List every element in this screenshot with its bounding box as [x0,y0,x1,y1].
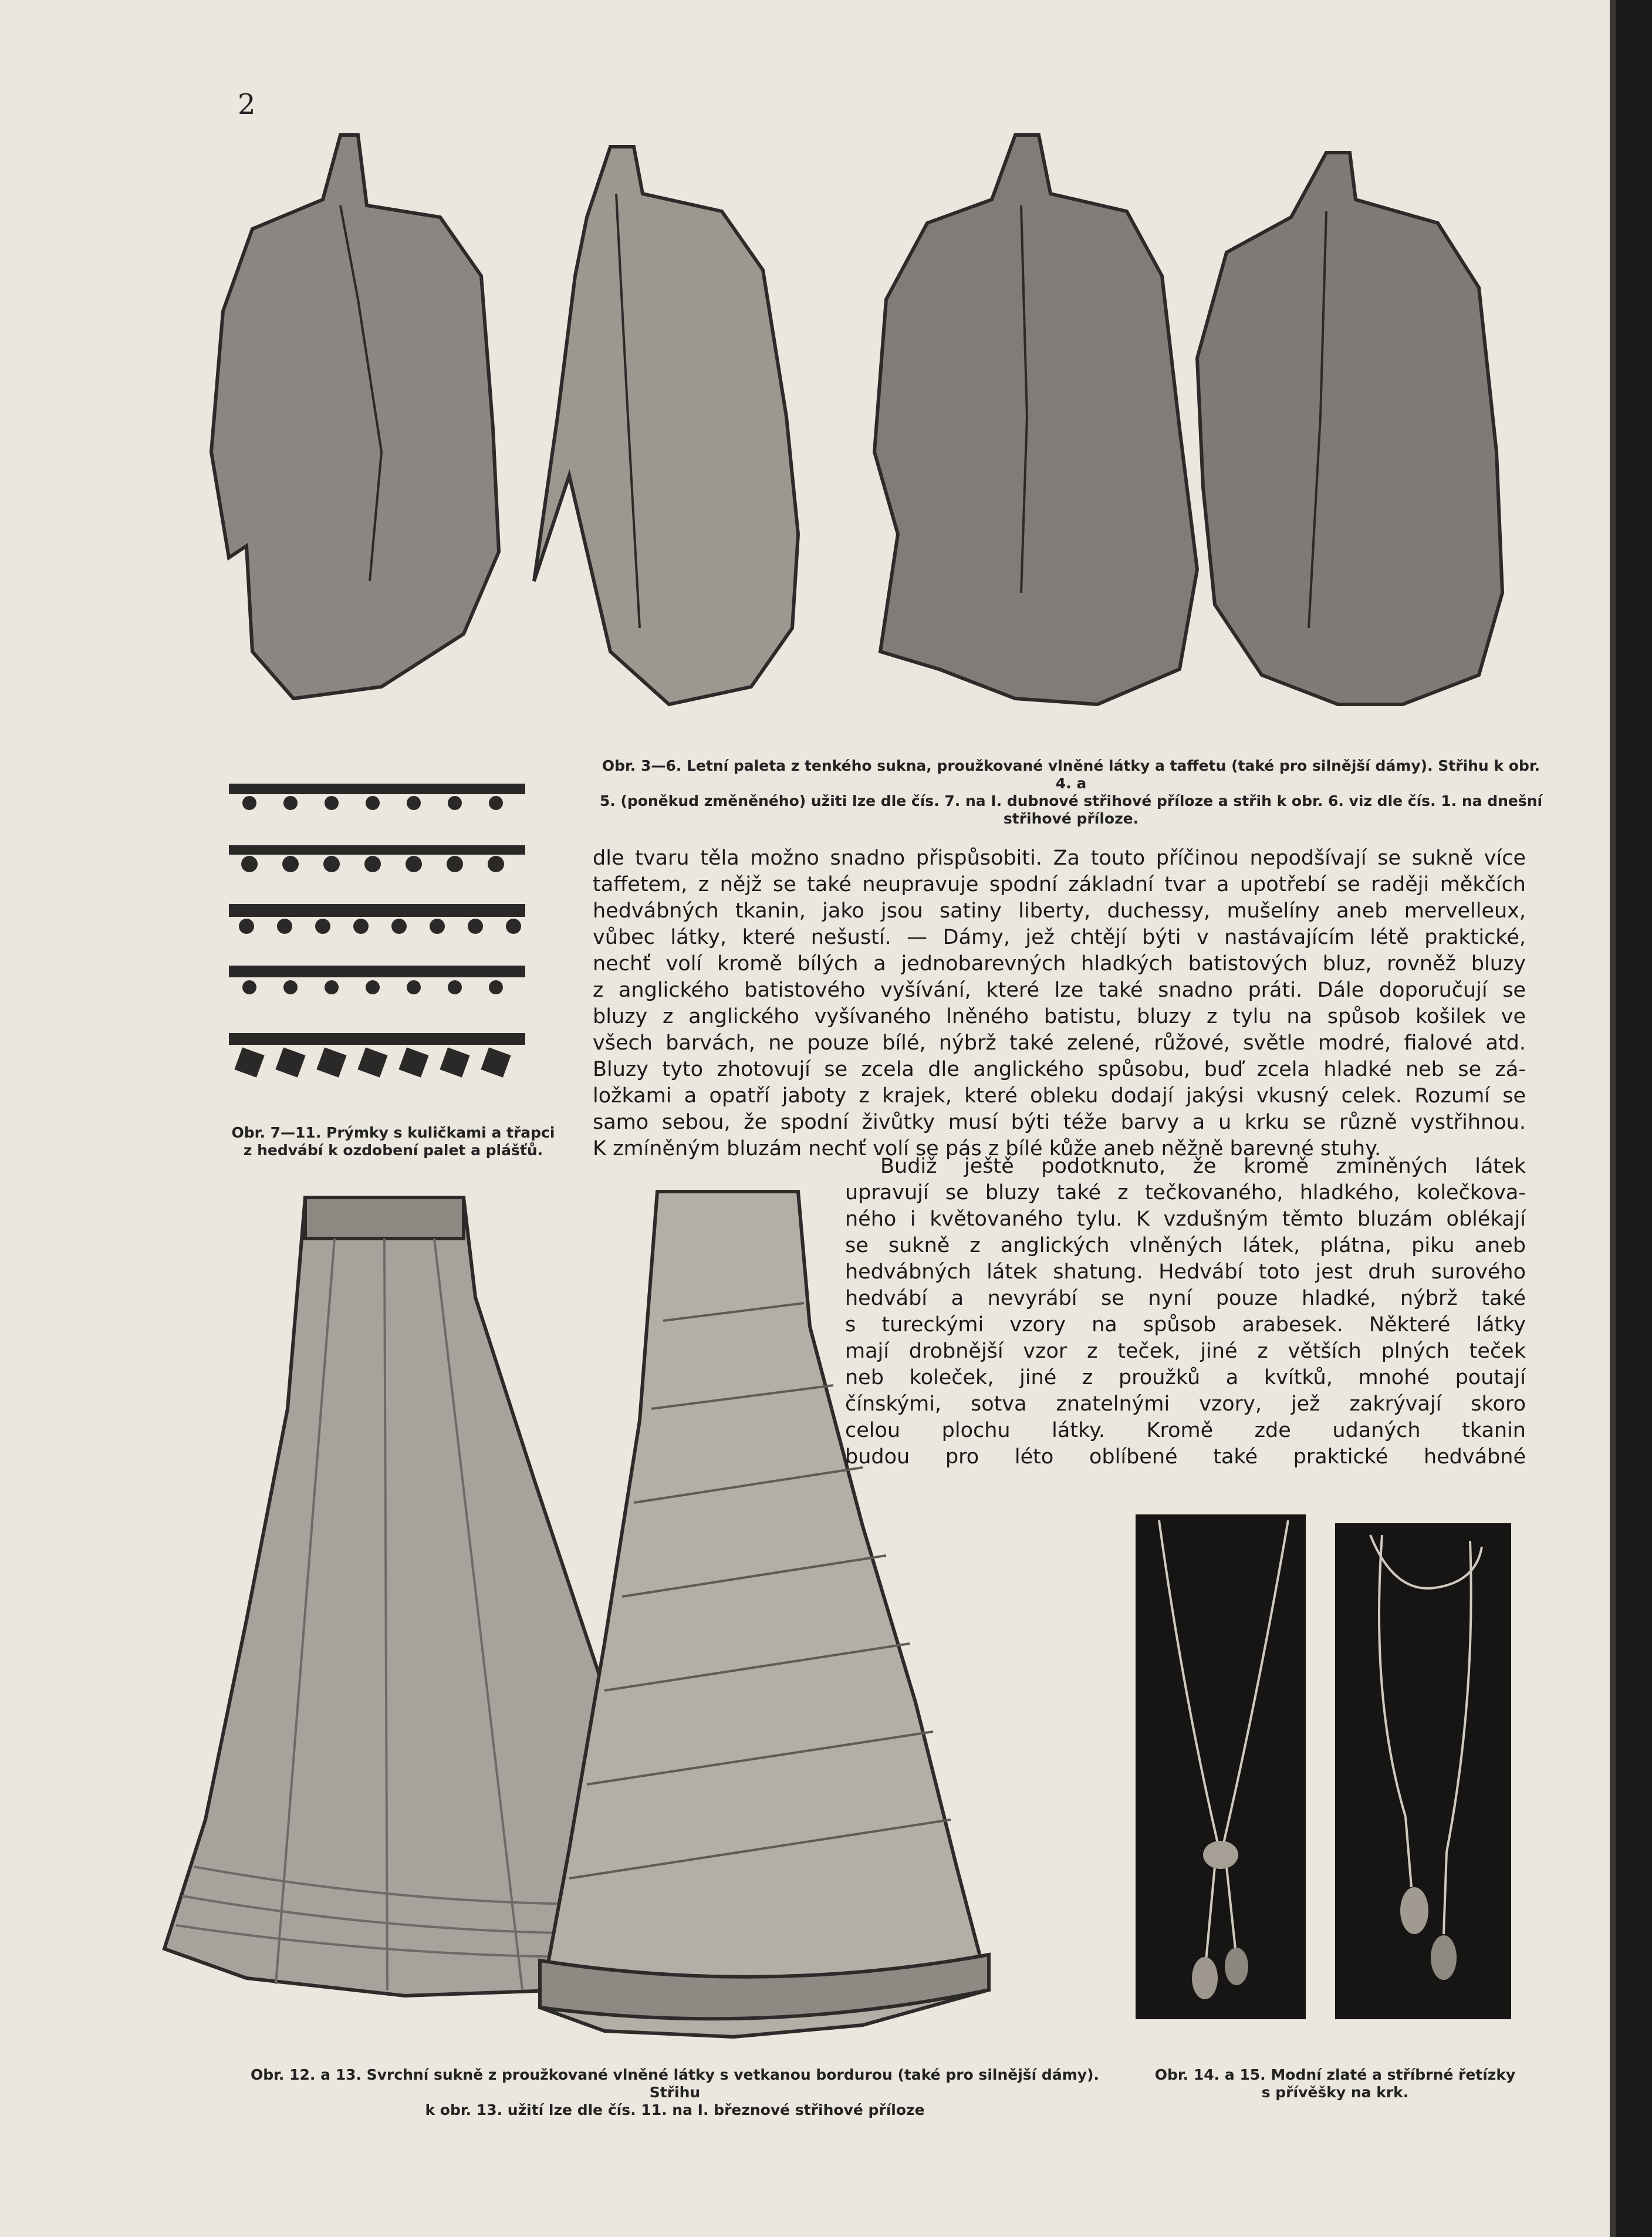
caption-fig-12-13 [229,2066,1121,2119]
text-line: s tureckými vzory na spůsob arabesek. Některé látky [845,1313,1526,1337]
text-line: hedvábných látek shatung. Hedvábí toto jest druh surového [845,1260,1526,1284]
text-line: čínskými, sotva znatelnými vzory, jež zakrývají skoro [845,1392,1526,1416]
text-line: ného i květovaného tylu. K vzdušným těmto bluzám oblékají [845,1207,1526,1231]
text-line: se sukně z anglických vlněných látek, plátna, piku aneb [845,1234,1526,1257]
text-line: neb koleček, jiné z proužků a kvítků, mnohé poutají [845,1366,1526,1389]
text-line: K zmíněným bluzám nechť volí se pás z bílé kůže aneb něžně barevné stuhy. [593,1137,1381,1160]
caption-fig-14-15-line: s přívěšky na krk. [1261,2084,1409,2101]
text-line: budou pro léto oblíbené také praktické hedvábné [845,1445,1526,1469]
caption-fig-14-15 [1150,2066,1520,2101]
caption-fig-3-6-line: střihové příloze. [1003,810,1139,827]
text-line: mají drobnější vzor z teček, jiné z větších plných teček [845,1339,1526,1363]
trims-illustration [226,775,531,1092]
text-line: celou plochu látky. Kromě zde udaných tkanin [845,1419,1526,1442]
caption-fig-3-6-line: Obr. 3—6. Letní paleta z tenkého sukna, proužkované vlněné látky a taffetu (také pro silnější dámy). Střihu k obr. 4. a [602,757,1540,792]
caption-fig-7-11-line: z hedvábí k ozdobení palet a plášťů. [243,1142,543,1159]
text-line: dle tvaru těla možno snadno přispůsobiti. Za touto příčinou nepodšívají se sukně více [593,846,1526,870]
book-spine [1616,0,1652,2237]
text-line: hedvábných tkanin, jako jsou satiny liberty, duchessy, mušelíny aneb mervelleux, [593,899,1526,923]
text-line: hedvábí a nevyrábí se nyní pouze hladké, nýbrž také [845,1287,1526,1310]
text-line: bluzy z anglického vyšívaného lněného batistu, bluzy z tylu na spůsob košilek ve [593,1005,1526,1028]
necklace-15-drawing [1335,1523,1511,2019]
caption-fig-3-6 [593,757,1549,828]
text-line: samo sebou, že spodní živůtky musí býti téže barvy a u krku se různě vystřihnou. [593,1111,1526,1134]
text-line: Bluzy tyto zhotovují se zcela dle anglického spůsobu, buď zcela hladké neb se zá- [593,1058,1526,1081]
necklace-photo-15 [1335,1523,1511,2019]
page-edge-shadow [1610,0,1616,2237]
necklace-14-drawing [1136,1514,1306,2019]
article-paragraph-1 [593,845,1526,1162]
caption-fig-7-11 [226,1124,560,1159]
caption-fig-14-15-line: Obr. 14. a 15. Modní zlaté a stříbrné řetízky [1154,2066,1516,2083]
caption-fig-12-13-line: k obr. 13. užití lze dle čís. 11. na I. březnové střihové příloze [425,2101,925,2118]
necklace-photo-14 [1136,1514,1306,2019]
text-line: taffetem, z nějž se také neupravuje spodní základní tvar a upotřebí se raději měkčích [593,873,1526,896]
text-line: ložkami a opatří jaboty z krajek, které obleku dodají jakýsi vkusný celek. Rozumí se [593,1084,1526,1108]
text-line: Budiž ještě podotknuto, že kromě zmíněných látek [880,1155,1526,1178]
text-line: z anglického batistového vyšívání, které lze také snadno práti. Dále doporučují se [593,979,1526,1002]
article-paragraph-2 [845,1153,1526,1470]
page-number: 2 [238,88,256,121]
caption-fig-7-11-line: Obr. 7—11. Prýmky s kuličkami a třapci [231,1124,555,1141]
jackets-illustration [205,123,1514,728]
caption-fig-3-6-line: 5. (poněkud změněného) užiti lze dle čís. 7. na I. dubnové střihové příloze a střih k obr. 6. viz dle čís. 1. na dnešní [599,792,1543,809]
caption-fig-12-13-line: Obr. 12. a 13. Svrchní sukně z proužkované vlněné látky s vetkanou bordurou (také pro silnější dámy). Střihu [251,2066,1099,2101]
text-line: upravují se bluzy také z tečkovaného, hladkého, kolečkova- [845,1181,1526,1204]
text-line: všech barvách, ne pouze bílé, nýbrž také zelené, růžové, světle modré, fialové atd. [593,1031,1526,1055]
text-line: vůbec látky, které nešustí. — Dámy, jež chtějí býti v nastávajícím létě praktické, [593,926,1526,949]
text-line: nechť volí kromě bílých a jednobarevných hladkých batistových bluz, rovněž bluzy [593,952,1526,976]
